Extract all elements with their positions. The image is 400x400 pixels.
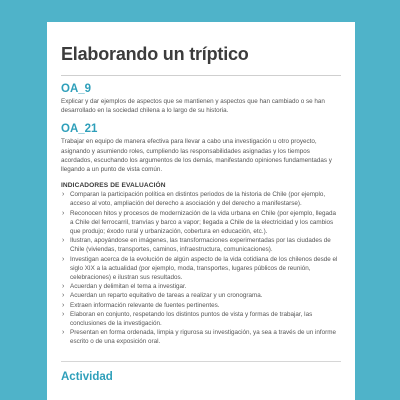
indicators-title: INDICADORES DE EVALUACIÓN bbox=[61, 182, 166, 190]
list-item bbox=[61, 310, 341, 328]
title-divider bbox=[61, 75, 341, 76]
list-item-text: Extraen información relevante de fuentes pertinentes. bbox=[70, 301, 220, 309]
list-item-text: Investigan acerca de la evolución de algún aspecto de la vida cotidiana de los chilenos desde el siglo XIX a la actualidad (por ejemplo, moda, transportes, lugares públicos de reunión, celebraciones) e ilustran sus resultados. bbox=[70, 255, 338, 282]
oa21-text: Trabajar en equipo de manera efectiva para llevar a cabo una investigación u otro proyecto, asignando y asumiendo roles, cumpliendo las responsabilidades asignadas y los tiempos acordados, escuchando los argumentos de los demás, manifestando opiniones fundamentadas y llegando a un punto de vista común. bbox=[61, 138, 332, 174]
oa9-section bbox=[61, 83, 341, 115]
oa9-heading: OA_9 bbox=[61, 83, 92, 95]
chevron-right-icon: › bbox=[62, 255, 65, 263]
chevron-right-icon: › bbox=[62, 237, 65, 245]
list-item bbox=[61, 328, 341, 346]
list-item-text: Ilustran, apoyándose en imágenes, las transformaciones experimentadas por las ciudades de Chile (viviendas, transportes, caminos, infraestructura, comunicaciones). bbox=[70, 237, 331, 254]
list-item-text: Acuerdan un reparto equitativo de tareas a realizar y un cronograma. bbox=[70, 292, 263, 300]
list-item-text: Acuerdan y delimitan el tema a investigar. bbox=[70, 283, 187, 291]
list-item bbox=[61, 301, 341, 310]
list-item bbox=[61, 291, 341, 300]
section-divider bbox=[61, 361, 341, 362]
list-item bbox=[61, 209, 341, 237]
chevron-right-icon: › bbox=[62, 209, 65, 217]
chevron-right-icon: › bbox=[62, 283, 65, 291]
indicators-list bbox=[61, 190, 341, 346]
oa21-heading: OA_21 bbox=[61, 123, 98, 136]
chevron-right-icon: › bbox=[62, 329, 65, 337]
list-item bbox=[61, 255, 341, 283]
indicators-section bbox=[61, 182, 341, 346]
oa21-section bbox=[61, 123, 341, 174]
list-item-text: Presentan en forma ordenada, limpia y rigurosa su investigación, ya sea a través de un informe escrito o de una exposición oral. bbox=[70, 329, 337, 346]
list-item-text: Comparan la participación política en distintos periodos de la historia de Chile (por ejemplo, acceso al voto, ampliación del derecho a asociación y del derecho a manifestarse). bbox=[70, 191, 326, 208]
list-item bbox=[61, 190, 341, 208]
chevron-right-icon: › bbox=[62, 292, 65, 300]
list-item bbox=[61, 282, 341, 291]
list-item-text: Reconocen hitos y procesos de modernización de la vida urbana en Chile (por ejemplo, llegada a Chile del ferrocarril, tranvías y barco a vapor; llegada a Chile de la electricidad y los cambios que produjo; éxodo rural y urbanización, cobertura en educación, etc.). bbox=[70, 209, 337, 236]
chevron-right-icon: › bbox=[62, 191, 65, 199]
list-item-text: Elaboran en conjunto, respetando los distintos puntos de vista y formas de trabajar, las conclusiones de la investigación. bbox=[70, 310, 313, 328]
oa9-text: Explicar y dar ejemplos de aspectos que se mantienen y aspectos que han cambiado o se han desarrollado en la sociedad chilena a lo largo de su historia. bbox=[61, 98, 325, 115]
activity-heading: Actividad bbox=[61, 370, 113, 383]
list-item bbox=[61, 236, 341, 254]
document-page bbox=[47, 22, 355, 400]
chevron-right-icon: › bbox=[62, 301, 65, 309]
page-title: Elaborando un tríptico bbox=[61, 44, 249, 64]
chevron-right-icon: › bbox=[62, 310, 65, 318]
